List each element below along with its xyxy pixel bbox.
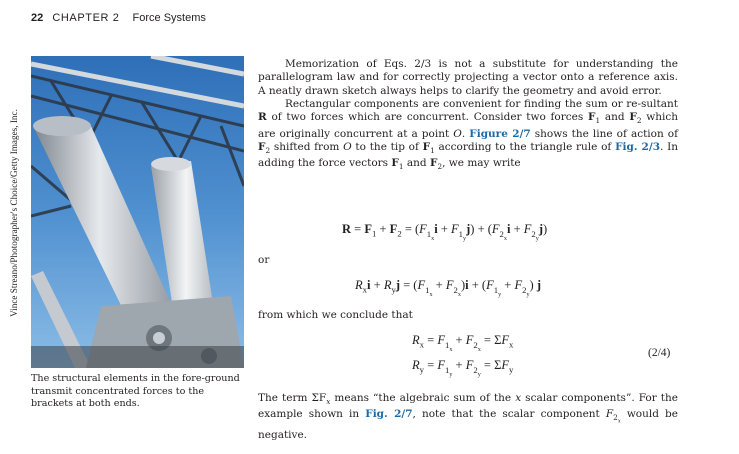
equation-ry: $R_y = F_{1_y} + F_{2_y} = \Sigma F_y$	[412, 358, 514, 378]
chapter-label: CHAPTER 2	[52, 12, 120, 24]
closing-paragraph-block	[258, 392, 678, 443]
conclusion-sentence: from which we conclude that	[258, 309, 413, 321]
structure-photo-graphic	[31, 56, 244, 368]
figure-2-7-link[interactable]: Figure 2/7	[469, 127, 531, 140]
chapter-title: Force Systems	[132, 12, 206, 24]
word-or: or	[258, 254, 270, 266]
body-text	[258, 58, 678, 174]
running-header	[31, 12, 206, 24]
photo-credit: Vince Streano/Photographer's Choice/Getty Images, Inc.	[9, 109, 19, 317]
paragraph-2: Rectangular components are convenient for finding the sum or re-sultant R of two forces which are concurrent. Consider two forces $F_1$ and $F_2$ which are originally concurrent at a point O. Figure 2/7 shows the line of action of $F_2$ shifted from O to the tip of $F_1$ according to the triangle rule of Fig. 2/3. In adding the force vectors $F_1$ and $F_2$, we may write	[258, 97, 679, 172]
equation-rx: $R_x = F_{1_x} + F_{2_x} = \Sigma F_x$	[412, 333, 514, 353]
figure-2-3-link[interactable]: Fig. 2/3	[615, 140, 661, 153]
equation-number: (2/4)	[648, 347, 671, 359]
structure-photo	[31, 56, 244, 368]
photo-credit-container	[6, 58, 22, 368]
figure-2-7-link-2[interactable]: Fig. 2/7	[365, 408, 413, 421]
photo-caption: The structural elements in the fore-ground transmit concentrated forces to the brackets at both ends.	[31, 373, 240, 409]
paragraph-1: Memorization of Eqs. 2/3 is not a substitute for understanding the parallelogram law and for correctly projecting a vector onto a reference axis. A neatly drawn sketch always helps to clarify the geometry and avoid error.	[258, 58, 678, 97]
equation-components: $R_xi + R_yj = (F_{1_x} + F_{2_x})i + (F_{1_y} + F_{2_y})$ j	[355, 278, 541, 298]
closing-paragraph: The term $\Sigma F_x$ means “the algebraic sum of the x scalar components”. For the example shown in Fig. 2/7, note that the scalar component $F_{2_x}$ would be negative.	[258, 392, 679, 442]
equation-vector-sum: $R = F_1 + F_2 = (F_{1_x}i + F_{1_y}j) + (F_{2_x}i + F_{2_y}j)$	[342, 222, 548, 242]
page-number: 22	[31, 12, 44, 24]
